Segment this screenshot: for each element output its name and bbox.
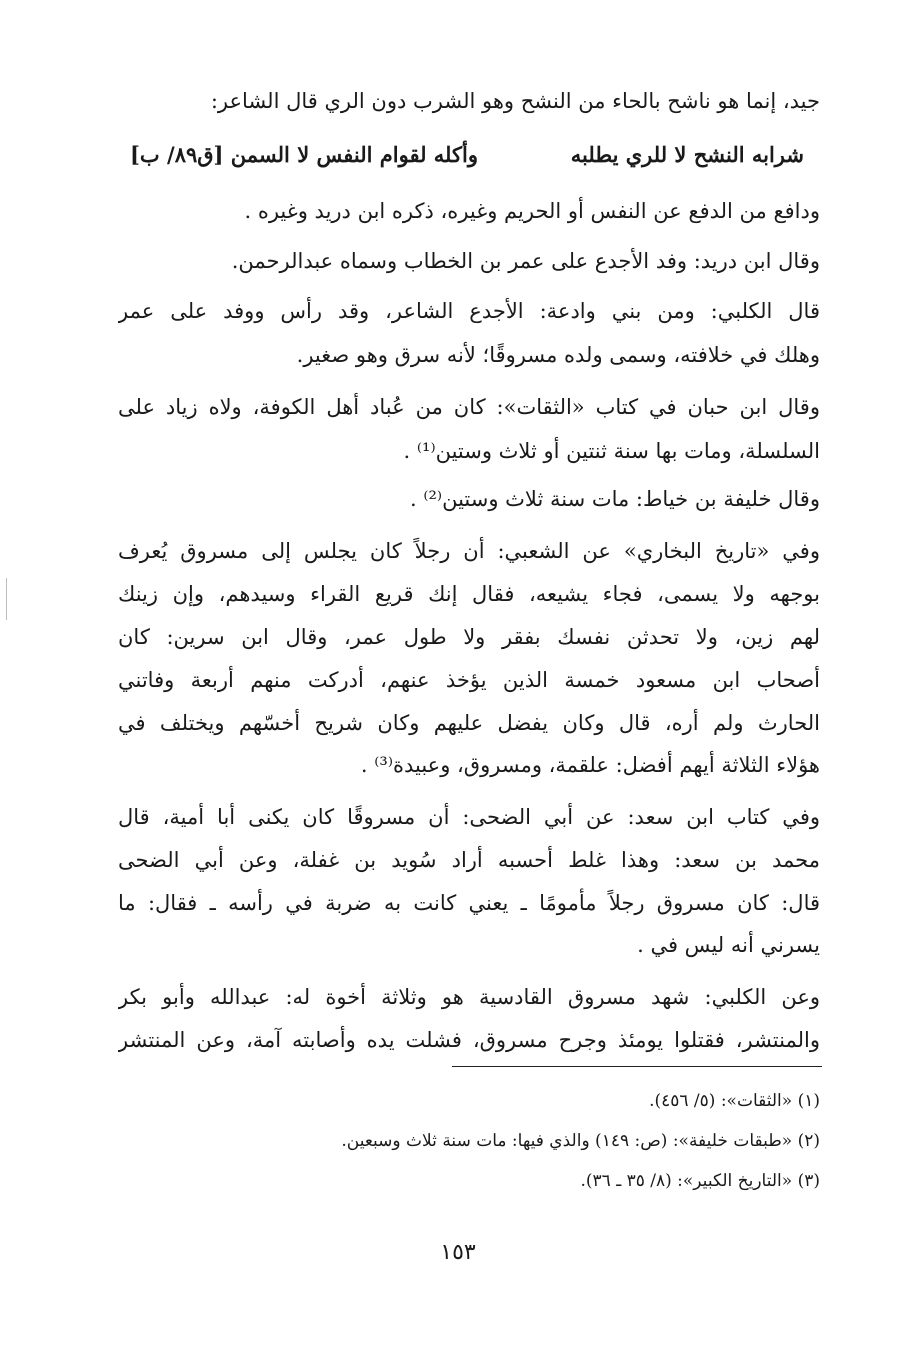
text-line: وقال ابن دريد: وفد الأجدع على عمر بن الخطاب وسماه عبدالرحمن.: [231, 249, 820, 273]
text-line: وفي كتاب ابن سعد: عن أبي الضحى: أن مسروقًا كان يكنى أبا أمية، قال: [118, 805, 820, 829]
text-line: هؤلاء الثلاثة أيهم أفضل: علقمة، ومسروق، وعبيدة⁽³⁾ .: [360, 753, 820, 777]
text-line: جيد، إنما هو ناشح بالحاء من النشح وهو الشرب دون الري قال الشاعر:: [210, 89, 820, 113]
text-line: لهم زين، ولا تحدثن نفسك بفقر ولا طول عمر، وقال ابن سرين: كان: [118, 625, 820, 649]
verse-first-hemistich: شرابه النشح لا للري يطلبه: [570, 142, 804, 167]
text-line: الحارث ولم أره، قال وكان يفضل عليهم وكان شريح أخسّهم ويختلف في: [118, 711, 820, 735]
text-line: وهلك في خلافته، وسمى ولده مسروقًا؛ لأنه سرق وهو صغير.: [296, 343, 820, 367]
footnote: (١) «الثقات»: (٥/ ٤٥٦).: [649, 1091, 820, 1111]
text-line: السلسلة، ومات بها سنة ثنتين أو ثلاث وستين⁽¹⁾ .: [403, 439, 820, 463]
text-line: والمنتشر، فقتلوا يومئذ وجرح مسروق، فشلت يده وأصابته آمة، وعن المنتشر: [118, 1028, 820, 1052]
text-line: يسرني أنه ليس في .: [637, 933, 820, 957]
text-line: قال الكلبي: ومن بني وادعة: الأجدع الشاعر، وقد رأس ووفد على عمر: [118, 299, 820, 323]
text-line: بوجهه ولا يسمى، فجاء يشيعه، فقال إنك قريع القراء وسيدهم، وإن زينك: [118, 582, 820, 606]
footnote: (٣) «التاريخ الكبير»: (٨/ ٣٥ ـ ٣٦).: [580, 1171, 820, 1191]
text-line: وعن الكلبي: شهد مسروق القادسية هو وثلاثة أخوة له: عبدالله وأبو بكر: [118, 985, 820, 1009]
text-line: وفي «تاريخ البخاري» عن الشعبي: أن رجلاً كان يجلس إلى مسروق يُعرف: [118, 539, 820, 563]
margin-mark: [6, 578, 7, 620]
text-line: ودافع من الدفع عن النفس أو الحريم وغيره، ذكره ابن دريد وغيره .: [244, 199, 820, 223]
text-line: قال: كان مسروق رجلاً مأمومًا ـ يعني كانت به ضربة في رأسه ـ فقال: ما: [118, 891, 820, 915]
footnote-separator: [452, 1066, 822, 1067]
text-line: وقال ابن حبان في كتاب «الثقات»: كان من عُباد أهل الكوفة، ولاه زياد على: [118, 395, 820, 419]
text-line: محمد بن سعد: وهذا غلط أحسبه أراد سُويد بن غفلة، وعن أبي الضحى: [118, 848, 820, 872]
text-line: وقال خليفة بن خياط: مات سنة ثلاث وستين⁽²⁾ .: [409, 487, 820, 511]
verse-second-hemistich: وأكله لقوام النفس لا السمن [ق٨٩/ ب]: [130, 142, 478, 167]
page-number: ١٥٣: [440, 1240, 476, 1265]
text-line: أصحاب ابن مسعود خمسة الذين يؤخذ عنهم، أدركت منهم أربعة وفاتني: [118, 668, 820, 692]
poem-verse: [130, 140, 804, 170]
footnote: (٢) «طبقات خليفة»: (ص: ١٤٩) والذي فيها: مات سنة ثلاث وسبعين.: [341, 1131, 820, 1151]
